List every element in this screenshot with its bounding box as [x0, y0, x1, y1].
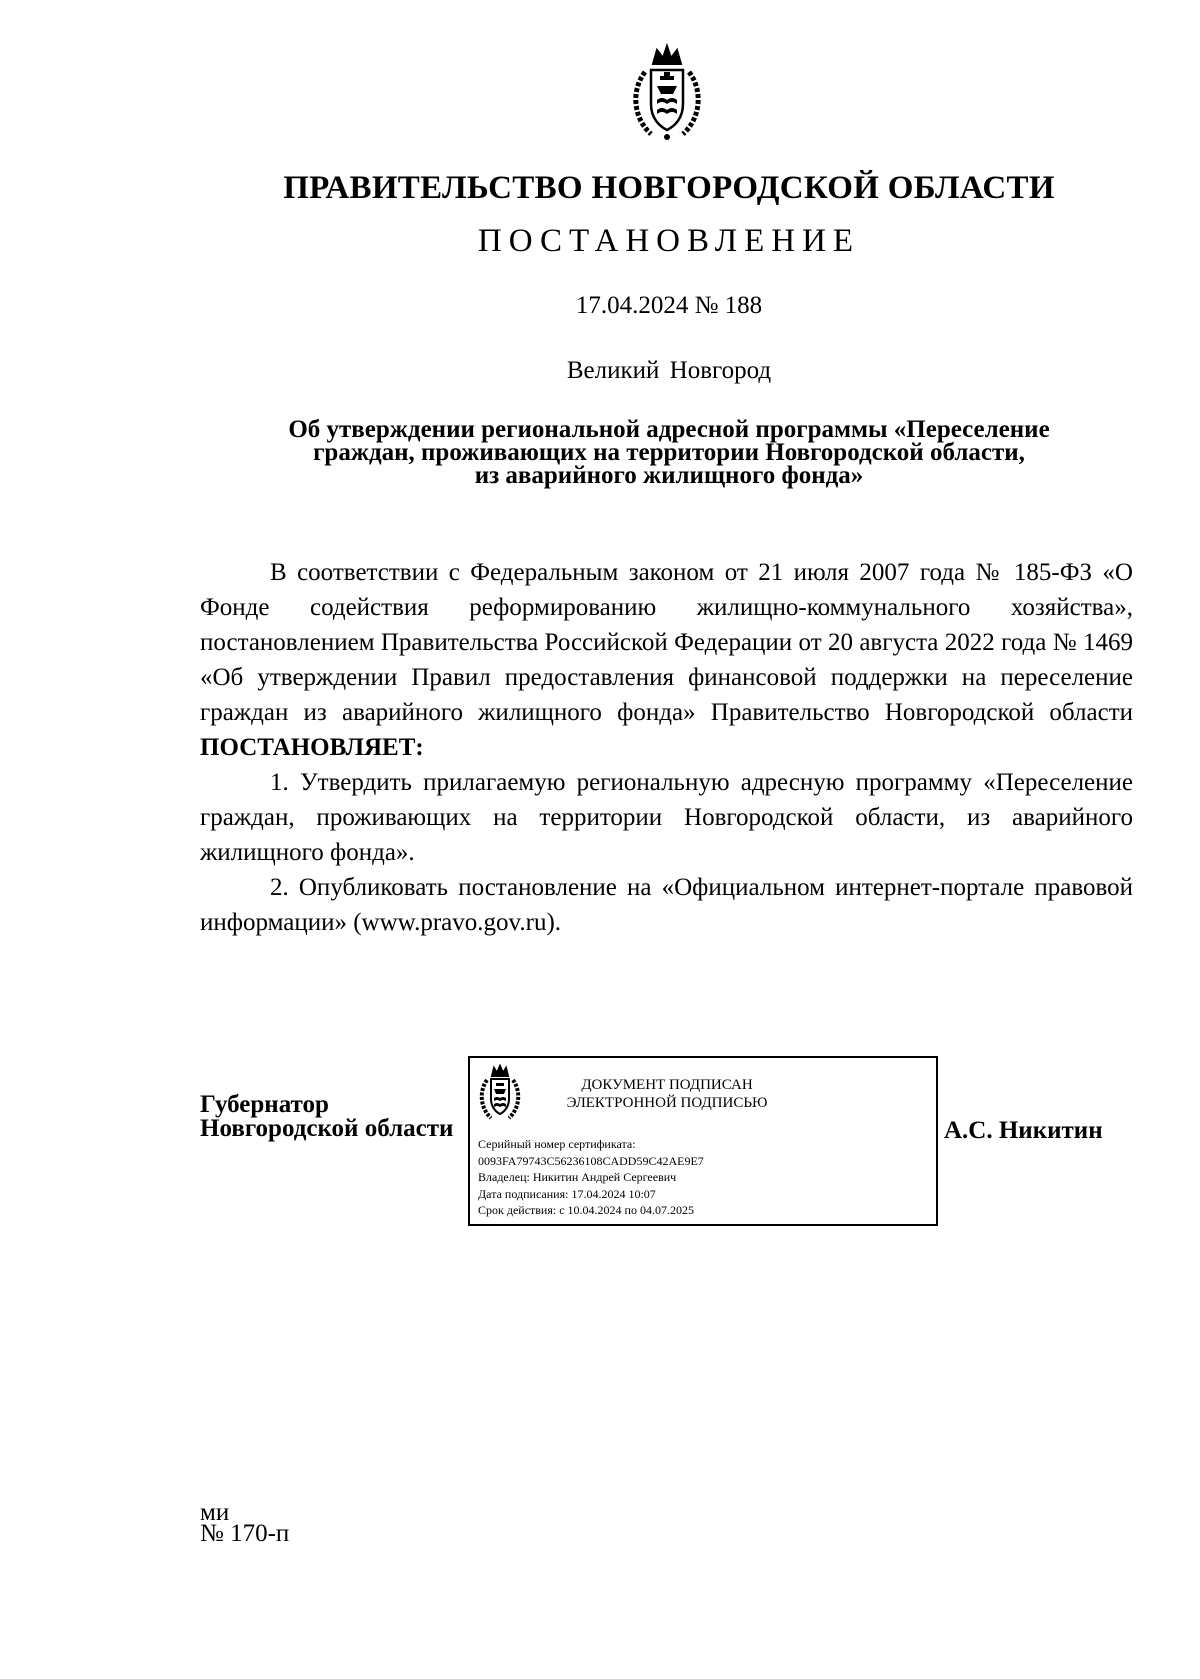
stamp-cert-number: 0093FA79743C56236108CADD59C42AE9E7: [478, 1153, 704, 1168]
signer-position-line: Новгородской области: [200, 1115, 454, 1142]
document-date-number: 17.04.2024 № 188: [575, 292, 763, 319]
registration-number: № 170-п: [200, 1520, 290, 1547]
subject-line: из аварийного жилищного фонда»: [474, 462, 864, 489]
stamp-details: [478, 1136, 704, 1219]
signer-position-line: Губернатор: [200, 1091, 329, 1118]
decision-word: ПОСТАНОВЛЯЕТ:: [200, 734, 424, 761]
document-type: ПОСТАНОВЛЕНИЕ: [477, 223, 861, 259]
document-city: Великий Новгород: [566, 357, 772, 384]
document-body: [200, 555, 1133, 940]
novgorod-coat-of-arms-icon: [627, 42, 707, 142]
subject-line: граждан, проживающих на территории Новгородской области,: [313, 439, 1025, 466]
stamp-heading-line: ДОКУМЕНТ ПОДПИСАН: [581, 1077, 753, 1093]
decision-item: 1. Утвердить прилагаемую региональную адресную программу «Переселение граждан, проживающих на территории Новгородской области, из аварийного жилищного фонда».: [200, 769, 1133, 866]
stamp-heading: [552, 1076, 782, 1112]
executor-initials: ми: [200, 1499, 230, 1526]
preamble-text: В соответствии с Федеральным законом от 21 июля 2007 года № 185-ФЗ «О Фонде содействия реформированию жилищно-коммунального хозяйства», постановлением Правительства Российской Федерации от 20 августа 2022 года № 1469 «Об утверждении Правил предоставления финансовой поддержки на переселение граждан из аварийного жилищного фонда» Правительство Новгородской области: [200, 559, 1133, 726]
subject-line: Об утверждении региональной адресной программы «Переселение: [288, 416, 1050, 443]
signer-position: [200, 1093, 453, 1141]
government-title: ПРАВИТЕЛЬСТВО НОВГОРОДСКОЙ ОБЛАСТИ: [283, 170, 1055, 206]
decision-item: 2. Опубликовать постановление на «Официальном интернет-портале правовой информации» (www.pravo.gov.ru).: [200, 874, 1133, 936]
document-subject: [200, 418, 1138, 487]
stamp-cert-label: Серийный номер сертификата:: [478, 1137, 636, 1151]
stamp-signed-date: Дата подписания: 17.04.2024 10:07: [478, 1186, 656, 1201]
electronic-signature-stamp: [468, 1056, 938, 1226]
registration-note: [200, 1499, 290, 1547]
stamp-validity: Срок действия: с 10.04.2024 по 04.07.2025: [478, 1203, 694, 1217]
stamp-owner: Владелец: Никитин Андрей Сергеевич: [478, 1170, 677, 1184]
novgorod-coat-of-arms-icon: [478, 1064, 522, 1122]
signer-name: А.С. Никитин: [944, 1117, 1103, 1144]
preamble-paragraph: [200, 555, 1133, 765]
stamp-heading-line: ЭЛЕКТРОННОЙ ПОДПИСЬЮ: [566, 1095, 768, 1111]
